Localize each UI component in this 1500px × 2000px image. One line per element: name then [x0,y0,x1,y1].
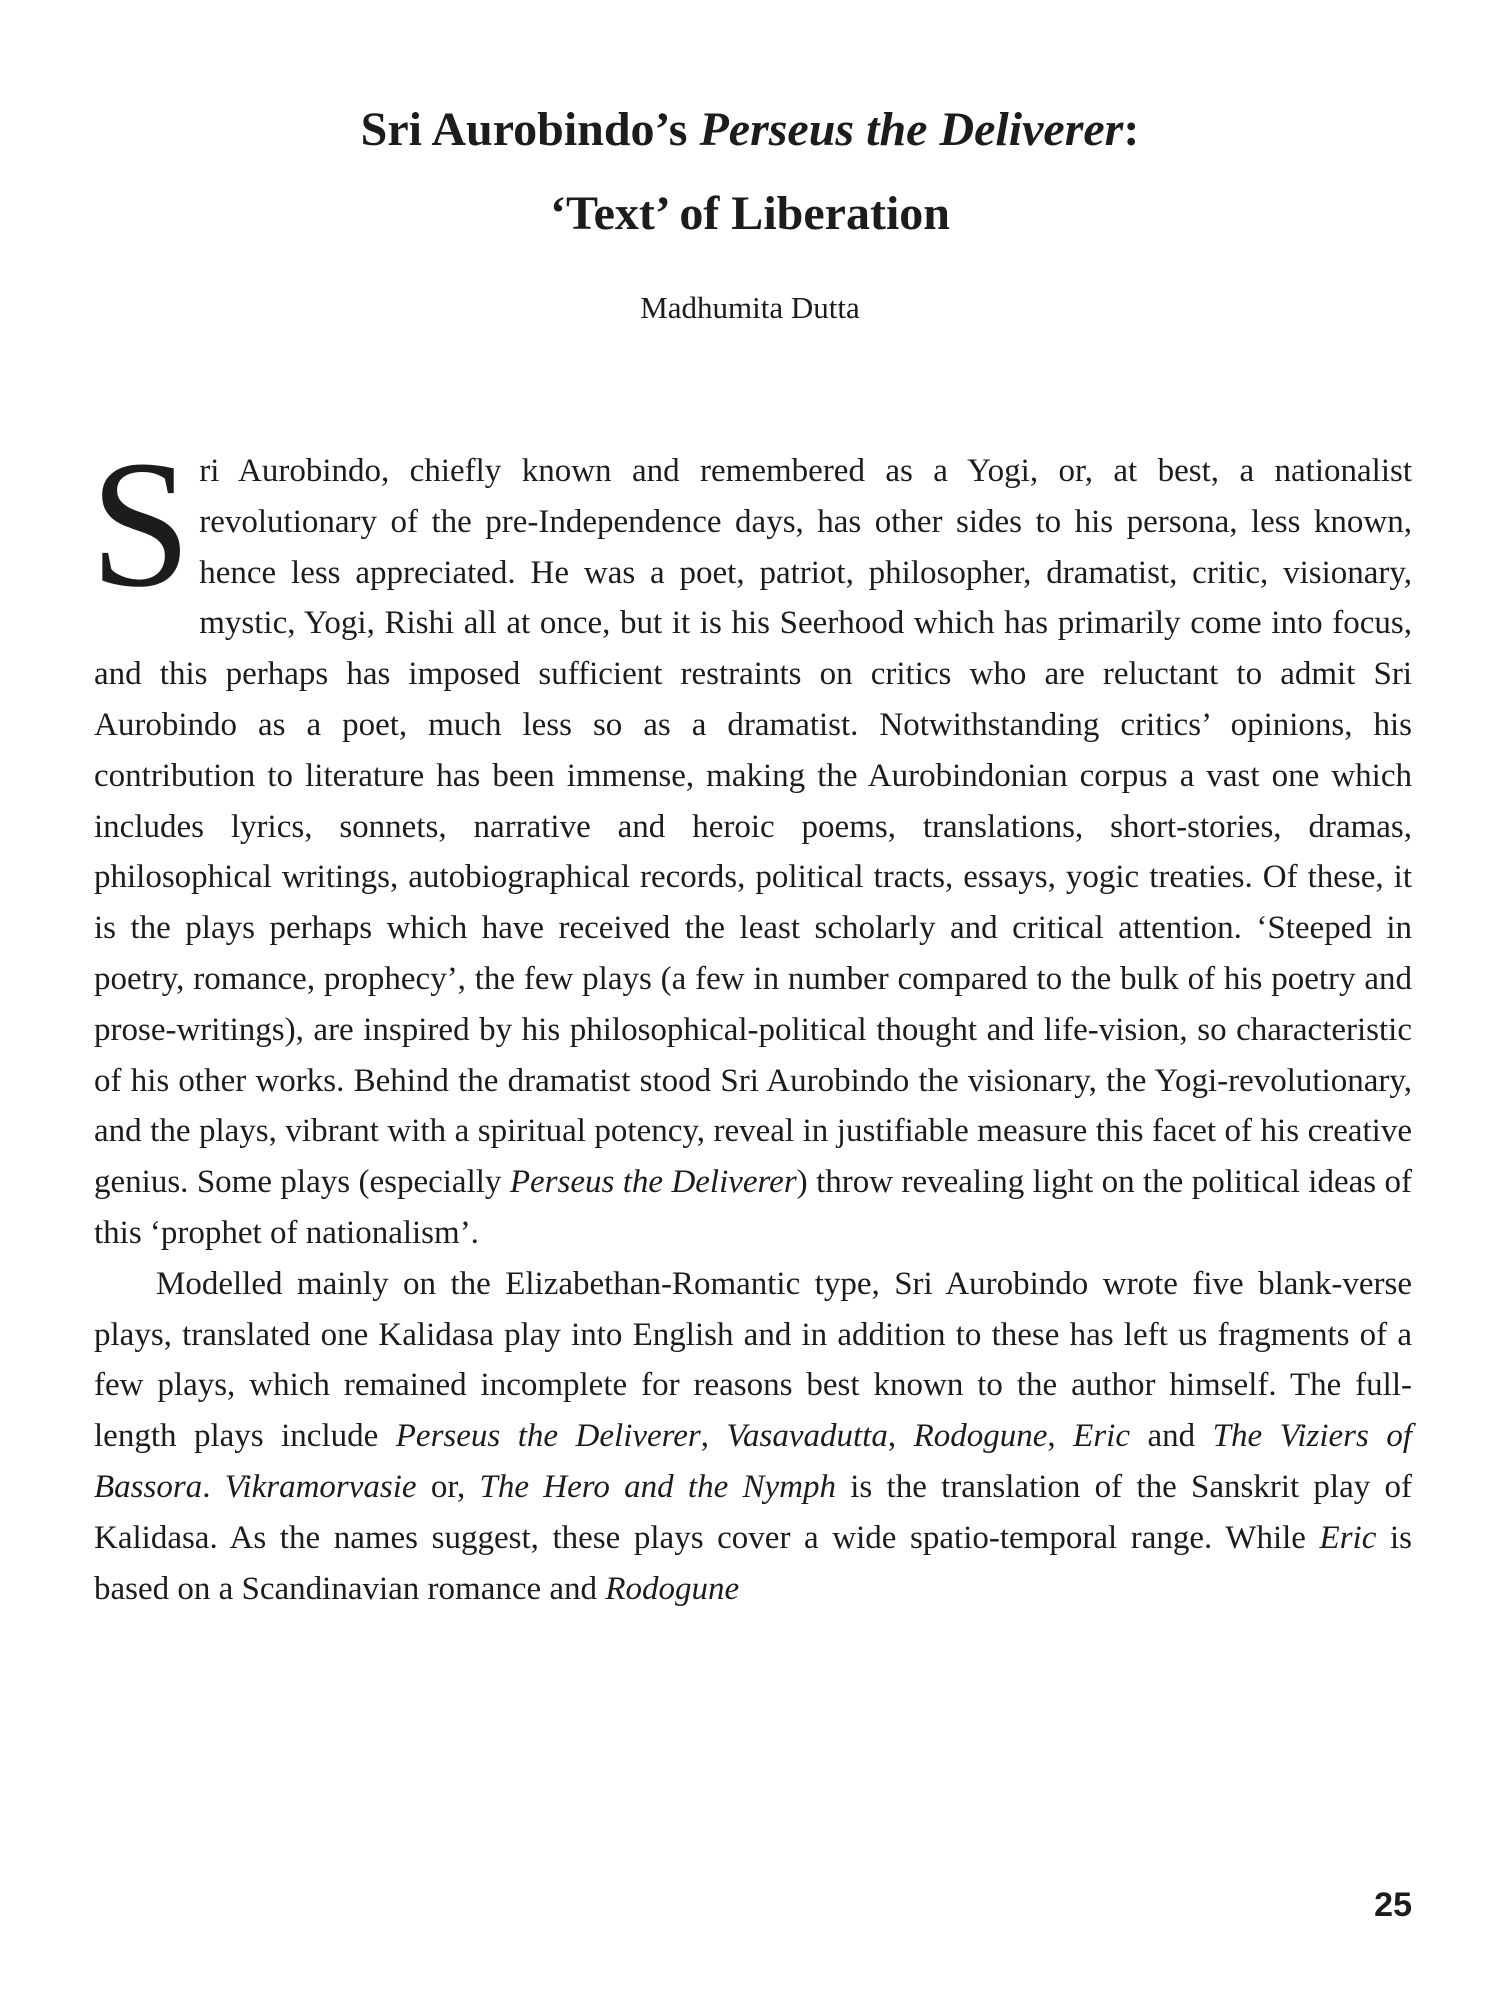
p2-text-7: or, [416,1468,480,1505]
p2-italic-9: Rodogune [605,1570,740,1607]
p2-italic-1: Perseus the Deliverer [395,1418,701,1455]
title-italic: Perseus the Deliverer [699,103,1124,156]
p2-text-2: , [700,1418,727,1455]
title-line-1 [0,88,1500,172]
title-prefix: Sri Aurobindo’s [360,103,700,156]
p2-italic-7: The Hero and the Nymph [479,1468,836,1505]
title-line-2: ‘Text’ of Liberation [550,187,950,240]
p1-text-1: ri Aurobindo, chiefly known and remembered as a Yogi, or, at best, a nationalist revolutionary of the pre-Independence days, has other sides to his persona, less known, hence less appreciated. He was a poet, patriot, philosopher, dramatist, critic, visionary, mystic, Yogi, Rishi all at once, but it is his Seerhood which has primarily come into focus, and this perhaps has imposed sufficient restraints on critics who are reluctant to admit Sri Aurobindo as a poet, much less so as a dramatist. Notwithstanding critics’ opinions, his contribution to literature has been immense, making the Aurobindonian corpus a vast one which includes lyrics, sonnets, narrative and heroic poems, translations, short-stories, dramas, philosophical writings, autobiographical records, political tracts, essays, yogic treaties. Of these, it is the plays perhaps which have received the least scholarly and critical attention. ‘Steeped in poetry, romance, prophecy’, the few plays (a few in number compared to the bulk of his poetry and prose-writings), are inspired by his philosophical-political thought and life-vision, so characteristic of his other works. Behind the dramatist stood Sri Aurobindo the visionary, the Yogi-revolutionary, and the plays, vibrant with a spiritual potency, reveal in justifiable measure this facet of his creative genius. Some plays (especially [94,453,1412,1201]
p2-italic-3: Rodogune [913,1418,1048,1455]
p2-italic-8: Eric [1319,1519,1377,1556]
title-suffix: : [1123,103,1140,156]
p1-text-2: ) throw revealing light on the political ideas of this ‘prophet of nationalism’. [94,1164,1412,1251]
p2-italic-6: Vikramorvasie [224,1468,417,1505]
p2-italic-2: Vasavadutta [726,1418,888,1455]
drop-cap: S [90,424,192,625]
p2-text-1: Modelled mainly on the Elizabethan-Romantic type, Sri Aurobindo wrote five blank-verse plays, translated one Kalidasa play into English and in addition to these has left us fragments of a few plays, which remained incomplete for reasons best known to the author himself. The full-length plays include [94,1265,1412,1455]
article-body [90,424,1413,1614]
p2-text-5: and [1129,1418,1213,1455]
p2-text-6: . [202,1468,225,1505]
p2-italic-5: The Viziers of Bassora [94,1418,1413,1505]
p2-text-9: is based on a Scandinavian romance and [94,1519,1412,1607]
p2-text-3: , [887,1418,914,1455]
p2-text-8: is the translation of the Sanskrit play of Kalidasa. As the names suggest, these plays cover a wide spatio-temporal range. While [94,1468,1413,1556]
paragraph-2 [94,1259,1412,1615]
page-number: 25 [1374,1886,1412,1924]
p1-italic-1: Perseus the Deliverer [509,1164,797,1201]
author-name: Madhumita Dutta [640,290,860,325]
p2-italic-4: Eric [1073,1418,1130,1455]
p2-text-4: , [1047,1418,1074,1455]
article-title [0,88,1500,256]
paragraph-1 [90,424,1412,1259]
